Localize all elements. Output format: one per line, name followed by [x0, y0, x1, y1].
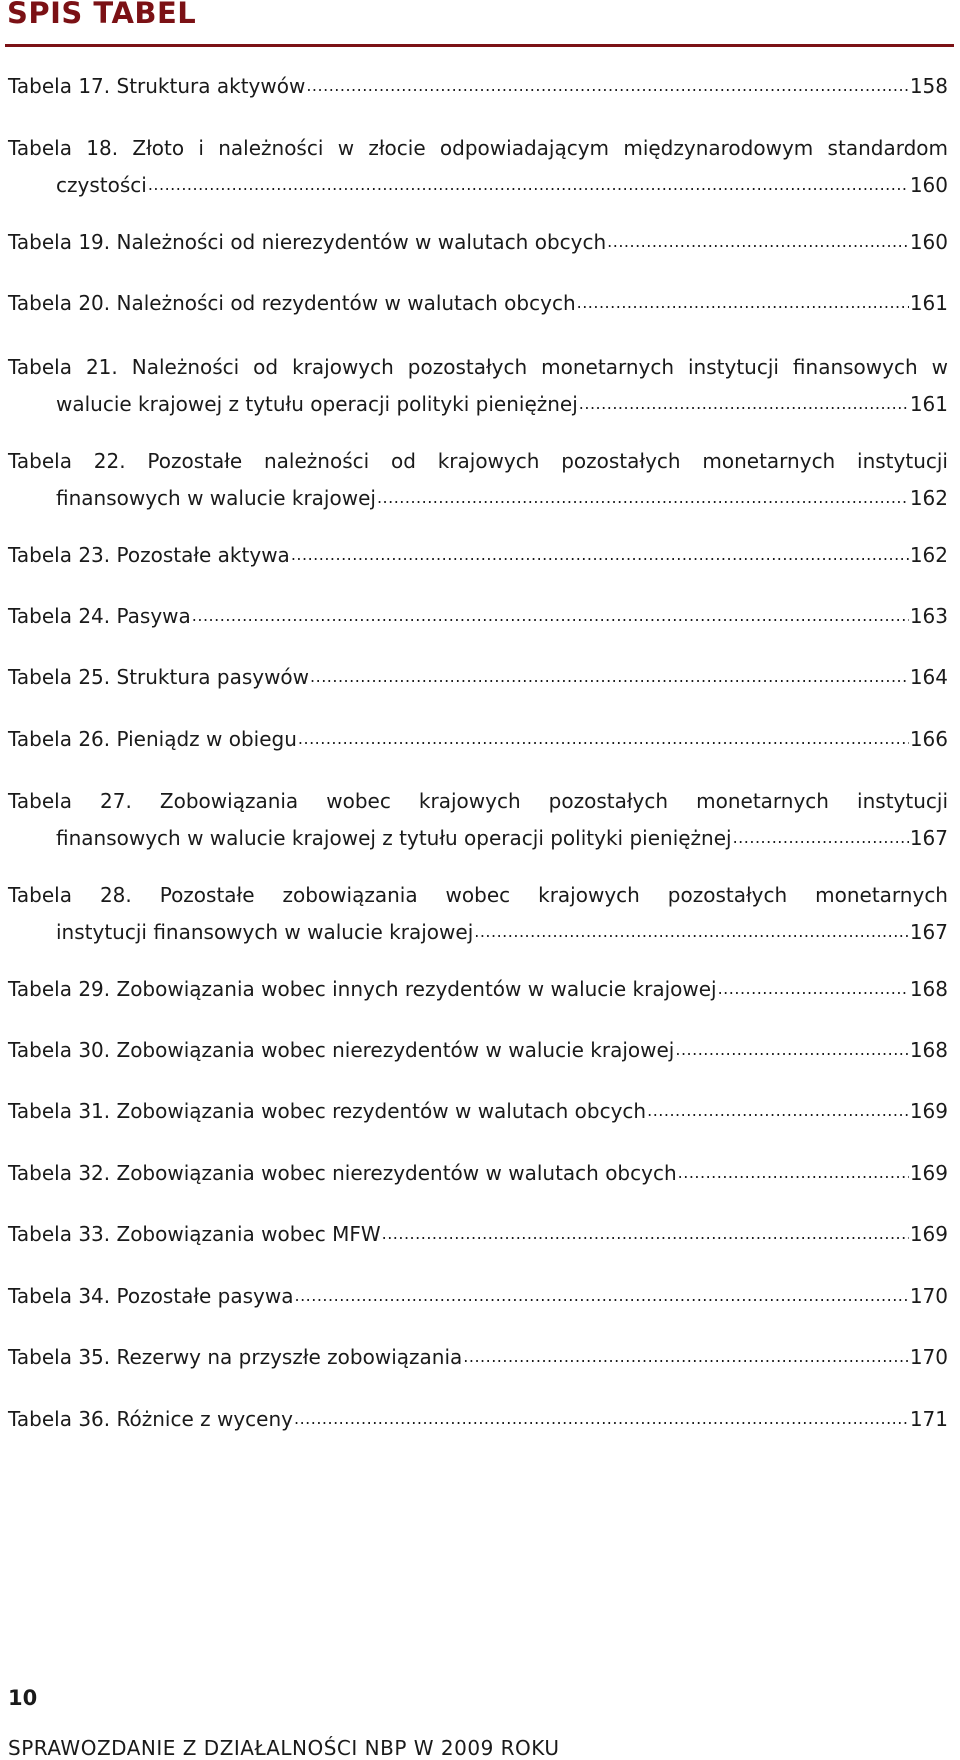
- toc-entry-title: Tabela 21. Należności od krajowych pozostałych monetarnych instytucji finansowych w: [8, 355, 948, 379]
- toc-entry-last-line: [8, 1155, 948, 1193]
- toc-page-number: 160: [909, 230, 948, 254]
- dot-leader: [579, 385, 909, 422]
- toc-page-number: 158: [909, 74, 948, 98]
- toc-entry-title: Tabela 27. Zobowiązania wobec krajowych pozostałych monetarnych instytucji: [8, 789, 948, 813]
- dot-leader: [295, 1277, 909, 1314]
- toc-entry[interactable]: [8, 1155, 948, 1193]
- dot-leader: [148, 166, 909, 203]
- toc-entry-title: Tabela 31. Zobowiązania wobec rezydentów w walutach obcych: [8, 1099, 647, 1123]
- toc-entry-last-line: [8, 1278, 948, 1316]
- toc-entry[interactable]: [8, 130, 948, 205]
- toc-entry-last-line: [8, 480, 948, 518]
- toc-entry-title: Tabela 17. Struktura aktywów: [8, 74, 306, 98]
- toc-page-number: 164: [909, 665, 948, 689]
- toc-entry[interactable]: [8, 598, 948, 636]
- toc-entry-last-line: [8, 820, 948, 858]
- toc-page-number: 168: [909, 1038, 948, 1062]
- toc-entry-last-line: [8, 1032, 948, 1070]
- toc-entry-title: Tabela 35. Rezerwy na przyszłe zobowiązania: [8, 1345, 463, 1369]
- dot-leader: [377, 479, 909, 516]
- toc-page-number: 162: [909, 543, 948, 567]
- toc-entry-title: Tabela 28. Pozostałe zobowiązania wobec krajowych pozostałych monetarnych: [8, 883, 948, 907]
- toc-entry-last-line: [8, 1401, 948, 1439]
- dot-leader: [607, 223, 909, 260]
- toc-page-number: 161: [909, 392, 948, 416]
- toc-page-number: 171: [909, 1407, 948, 1431]
- toc-entry-title: Tabela 25. Struktura pasywów: [8, 665, 310, 689]
- toc-entry-last-line: [8, 167, 948, 205]
- toc-entry[interactable]: [8, 224, 948, 262]
- toc-entry-title: Tabela 30. Zobowiązania wobec nierezydentów w walucie krajowej: [8, 1038, 675, 1062]
- toc-entry[interactable]: [8, 971, 948, 1009]
- toc-entry-last-line: [8, 1339, 948, 1377]
- dot-leader: [678, 1154, 909, 1191]
- toc-entry-last-line: [8, 68, 948, 106]
- page-number: 10: [8, 1686, 38, 1710]
- toc-page-number: 170: [909, 1345, 948, 1369]
- dot-leader: [675, 1031, 908, 1068]
- dot-leader: [298, 720, 909, 757]
- toc-entry[interactable]: [8, 1339, 948, 1377]
- toc-entry-title: Tabela 34. Pozostałe pasywa: [8, 1284, 294, 1308]
- toc-entry-title: Tabela 24. Pasywa: [8, 604, 191, 628]
- toc-entry-title: finansowych w walucie krajowej: [56, 486, 376, 510]
- dot-leader: [474, 913, 909, 950]
- toc-page-number: 160: [909, 173, 948, 197]
- toc-entry-line: [8, 877, 948, 914]
- toc-entry-line: [8, 130, 948, 167]
- toc-entry-last-line: [8, 285, 948, 323]
- toc-entry[interactable]: [8, 1093, 948, 1131]
- report-footer: SPRAWOZDANIE Z DZIAŁALNOŚCI NBP W 2009 ROKU: [8, 1736, 560, 1760]
- dot-leader: [718, 970, 909, 1007]
- dot-leader: [310, 658, 909, 695]
- toc-page-number: 169: [909, 1161, 948, 1185]
- toc-page-number: 166: [909, 727, 948, 751]
- toc-page-number: 167: [909, 826, 948, 850]
- toc-entry-last-line: [8, 1093, 948, 1131]
- toc-entry-title: Tabela 26. Pieniądz w obiegu: [8, 727, 297, 751]
- toc-entry[interactable]: [8, 68, 948, 106]
- toc-entry-last-line: [8, 224, 948, 262]
- toc-entry[interactable]: [8, 659, 948, 697]
- toc-page-number: 167: [909, 920, 948, 944]
- toc-entry[interactable]: [8, 349, 948, 424]
- toc-entry[interactable]: [8, 1401, 948, 1439]
- toc-entry[interactable]: [8, 721, 948, 759]
- toc-entry-title: czystości: [56, 173, 147, 197]
- toc-entry[interactable]: [8, 537, 948, 575]
- toc-entry-title: Tabela 20. Należności od rezydentów w walutach obcych: [8, 291, 576, 315]
- toc-page-number: 170: [909, 1284, 948, 1308]
- toc-entry[interactable]: [8, 1032, 948, 1070]
- toc-entry-title: Tabela 36. Różnice z wyceny: [8, 1407, 293, 1431]
- toc-entry[interactable]: [8, 783, 948, 858]
- toc-entry-title: Tabela 18. Złoto i należności w złocie odpowiadającym międzynarodowym standardom: [8, 136, 948, 160]
- toc-entry-last-line: [8, 659, 948, 697]
- toc-page-number: 161: [909, 291, 948, 315]
- toc-page-number: 162: [909, 486, 948, 510]
- toc-entry-line: [8, 783, 948, 820]
- dot-leader: [647, 1092, 909, 1129]
- dot-leader: [382, 1215, 909, 1252]
- dot-leader: [192, 597, 909, 634]
- toc-entry-title: Tabela 23. Pozostałe aktywa: [8, 543, 290, 567]
- page-title: SPIS TABEL: [7, 0, 197, 30]
- toc-entry-last-line: [8, 971, 948, 1009]
- dot-leader: [733, 819, 909, 856]
- toc-page-number: 163: [909, 604, 948, 628]
- toc-entry-last-line: [8, 1216, 948, 1254]
- dot-leader: [294, 1400, 909, 1437]
- toc-page-number: 169: [909, 1222, 948, 1246]
- toc-entry-title: Tabela 29. Zobowiązania wobec innych rezydentów w walucie krajowej: [8, 977, 717, 1001]
- toc-entry-last-line: [8, 386, 948, 424]
- toc-entry-last-line: [8, 914, 948, 952]
- toc-entry[interactable]: [8, 1216, 948, 1254]
- toc-entry-title: Tabela 22. Pozostałe należności od krajowych pozostałych monetarnych instytucji: [8, 449, 948, 473]
- toc-entry-title: Tabela 32. Zobowiązania wobec nierezydentów w walutach obcych: [8, 1161, 677, 1185]
- toc-entry[interactable]: [8, 443, 948, 518]
- toc-entry[interactable]: [8, 1278, 948, 1316]
- toc-entry-title: Tabela 19. Należności od nierezydentów w walutach obcych: [8, 230, 607, 254]
- toc-page-number: 169: [909, 1099, 948, 1123]
- toc-entry-line: [8, 443, 948, 480]
- toc-entry[interactable]: [8, 285, 948, 323]
- toc-entry-line: [8, 349, 948, 386]
- toc-entry-title: instytucji finansowych w walucie krajowej: [56, 920, 474, 944]
- dot-leader: [463, 1338, 909, 1375]
- toc-entry-title: Tabela 33. Zobowiązania wobec MFW: [8, 1222, 381, 1246]
- toc-entry-last-line: [8, 721, 948, 759]
- toc-entry-last-line: [8, 537, 948, 575]
- toc-entry-last-line: [8, 598, 948, 636]
- toc-entry-title: finansowych w walucie krajowej z tytułu operacji polityki pieniężnej: [56, 826, 732, 850]
- toc-entry-title: walucie krajowej z tytułu operacji polityki pieniężnej: [56, 392, 578, 416]
- dot-leader: [291, 536, 909, 573]
- toc-page-number: 168: [909, 977, 948, 1001]
- dot-leader: [306, 67, 908, 104]
- toc-entry[interactable]: [8, 877, 948, 952]
- dot-leader: [577, 284, 909, 321]
- table-of-contents: [8, 0, 948, 1650]
